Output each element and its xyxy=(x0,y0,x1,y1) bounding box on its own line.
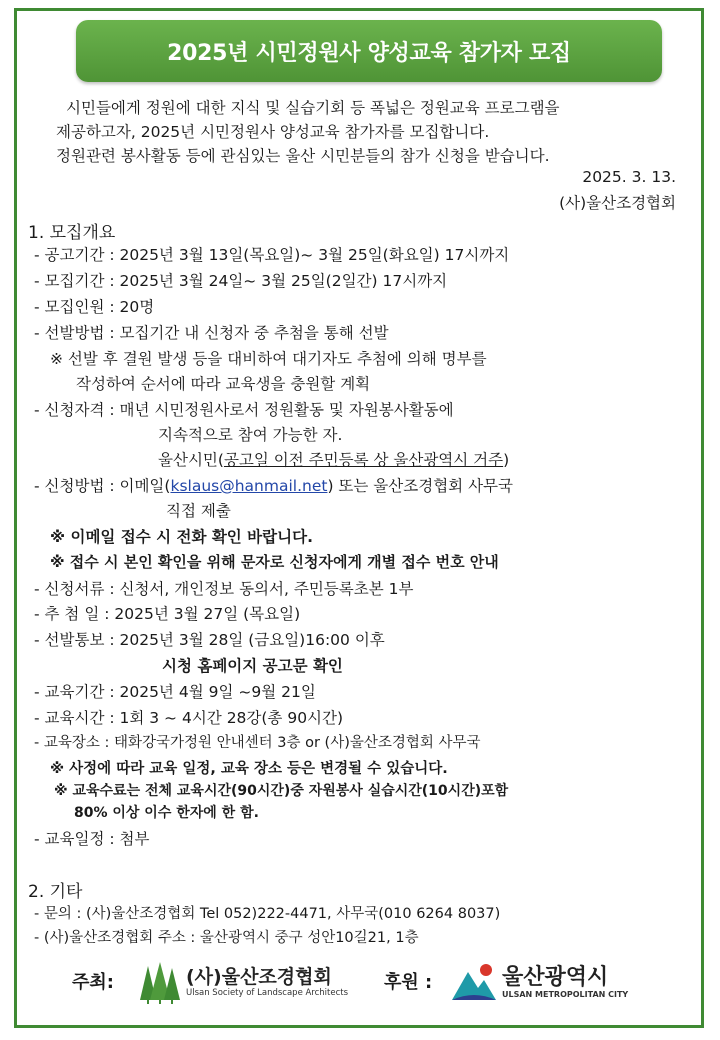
education-place: - 교육장소 : 태화강국가정원 안내센터 3층 or (사)울산조경협회 사무국 xyxy=(34,735,481,751)
intro-line: 정원관련 봉사활동 등에 관심있는 울산 시민분들의 참가 신청을 받습니다. xyxy=(56,147,550,165)
page-title: 2025년 시민정원사 양성교육 참가자 모집 xyxy=(76,20,662,82)
apply-prefix: - 신청방법 : 이메일( xyxy=(34,477,171,495)
qualification-cont: 지속적으로 참여 가능한 자. xyxy=(158,426,343,444)
apply-method-cont: 직접 제출 xyxy=(166,502,231,520)
education-period: - 교육기간 : 2025년 4월 9일 ~9월 21일 xyxy=(34,683,316,701)
sponsor-label: 후원 : xyxy=(384,972,433,993)
education-schedule: - 교육일정 : 첨부 xyxy=(34,830,150,848)
ulsan-city-logo-icon xyxy=(450,962,498,1004)
email-note: ※ 이메일 접수 시 전화 확인 바랍니다. xyxy=(50,528,313,546)
email-link[interactable]: kslaus@hanmail.net xyxy=(170,477,328,495)
host-english-name: Ulsan Society of Landscape Architects xyxy=(186,988,349,998)
organizer-name: (사)울산조경협회 xyxy=(559,194,676,212)
recruit-period: - 모집기간 : 2025년 3월 24일~ 3월 25일(2일간) 17시까지 xyxy=(34,272,448,290)
selection-note-cont: 작성하여 순서에 따라 교육생을 충원할 계획 xyxy=(76,375,371,393)
selection-note: ※ 선발 후 결원 발생 등을 대비하여 대기자도 추첨에 의해 명부를 xyxy=(50,350,487,368)
tree-logo-icon xyxy=(138,962,182,1004)
apply-suffix: ) 또는 울산조경협회 사무국 xyxy=(327,477,513,495)
apply-method xyxy=(34,474,513,496)
completion-note: ※ 교육수료는 전체 교육시간(90시간)중 자원봉사 실습시간(10시간)포함 xyxy=(54,783,509,799)
intro-line: 제공하고자, 2025년 시민정원사 양성교육 참가자를 모집합니다. xyxy=(56,123,490,141)
residence-condition: 공고일 이전 주민등록 상 울산광역시 거주 xyxy=(223,451,504,469)
sponsor-logo xyxy=(450,962,670,1006)
recruit-count: - 모집인원 : 20명 xyxy=(34,298,155,316)
residence-suffix: ) xyxy=(503,451,510,469)
selection-method: - 선발방법 : 모집기간 내 신청자 중 추첨을 통해 선발 xyxy=(34,324,389,342)
contact-info: - 문의 : (사)울산조경협회 Tel 052)222-4471, 사무국(010 6264 8037) xyxy=(34,906,501,922)
address-info: - (사)울산조경협회 주소 : 울산광역시 중구 성안10길21, 1층 xyxy=(34,930,419,946)
section-2-title: 2. 기타 xyxy=(28,882,83,902)
required-documents: - 신청서류 : 신청서, 개인정보 동의서, 주민등록초본 1부 xyxy=(34,580,414,598)
notice-date: 2025. 3. 13. xyxy=(582,168,676,186)
draw-date: - 추 첨 일 : 2025년 3월 27일 (목요일) xyxy=(34,605,301,623)
qualification: - 신청자격 : 매년 시민정원사로서 정원활동 및 자원봉사활동에 xyxy=(34,401,454,419)
sponsor-english-name: ULSAN METROPOLITAN CITY xyxy=(502,990,629,999)
footer xyxy=(30,962,690,1008)
qualification-residence xyxy=(158,448,509,470)
notification-cont: 시청 홈페이지 공고문 확인 xyxy=(162,657,343,675)
change-note: ※ 사정에 따라 교육 일정, 교육 장소 등은 변경될 수 있습니다. xyxy=(50,761,448,777)
residence-prefix: 울산시민( xyxy=(158,451,224,469)
completion-note-cont: 80% 이상 이수 한자에 한 함. xyxy=(74,805,259,821)
intro-line: 시민들에게 정원에 대한 지식 및 실습기회 등 폭넓은 정원교육 프로그램을 xyxy=(66,99,560,117)
education-time: - 교육시간 : 1회 3 ~ 4시간 28강(총 90시간) xyxy=(34,709,344,727)
receipt-note: ※ 접수 시 본인 확인을 위해 문자로 신청자에게 개별 접수 번호 안내 xyxy=(50,553,499,571)
notice-period: - 공고기간 : 2025년 3월 13일(목요일)~ 3월 25일(화요일) 17시까지 xyxy=(34,246,510,264)
notification: - 선발통보 : 2025년 3월 28일 (금요일)16:00 이후 xyxy=(34,631,385,649)
sponsor-name: 울산광역시 xyxy=(502,965,609,990)
host-label: 주최: xyxy=(72,972,114,993)
host-logo xyxy=(138,962,358,1006)
host-name: (사)울산조경협회 xyxy=(186,966,332,988)
intro-paragraph xyxy=(32,96,682,168)
section-1-title: 1. 모집개요 xyxy=(28,223,116,243)
